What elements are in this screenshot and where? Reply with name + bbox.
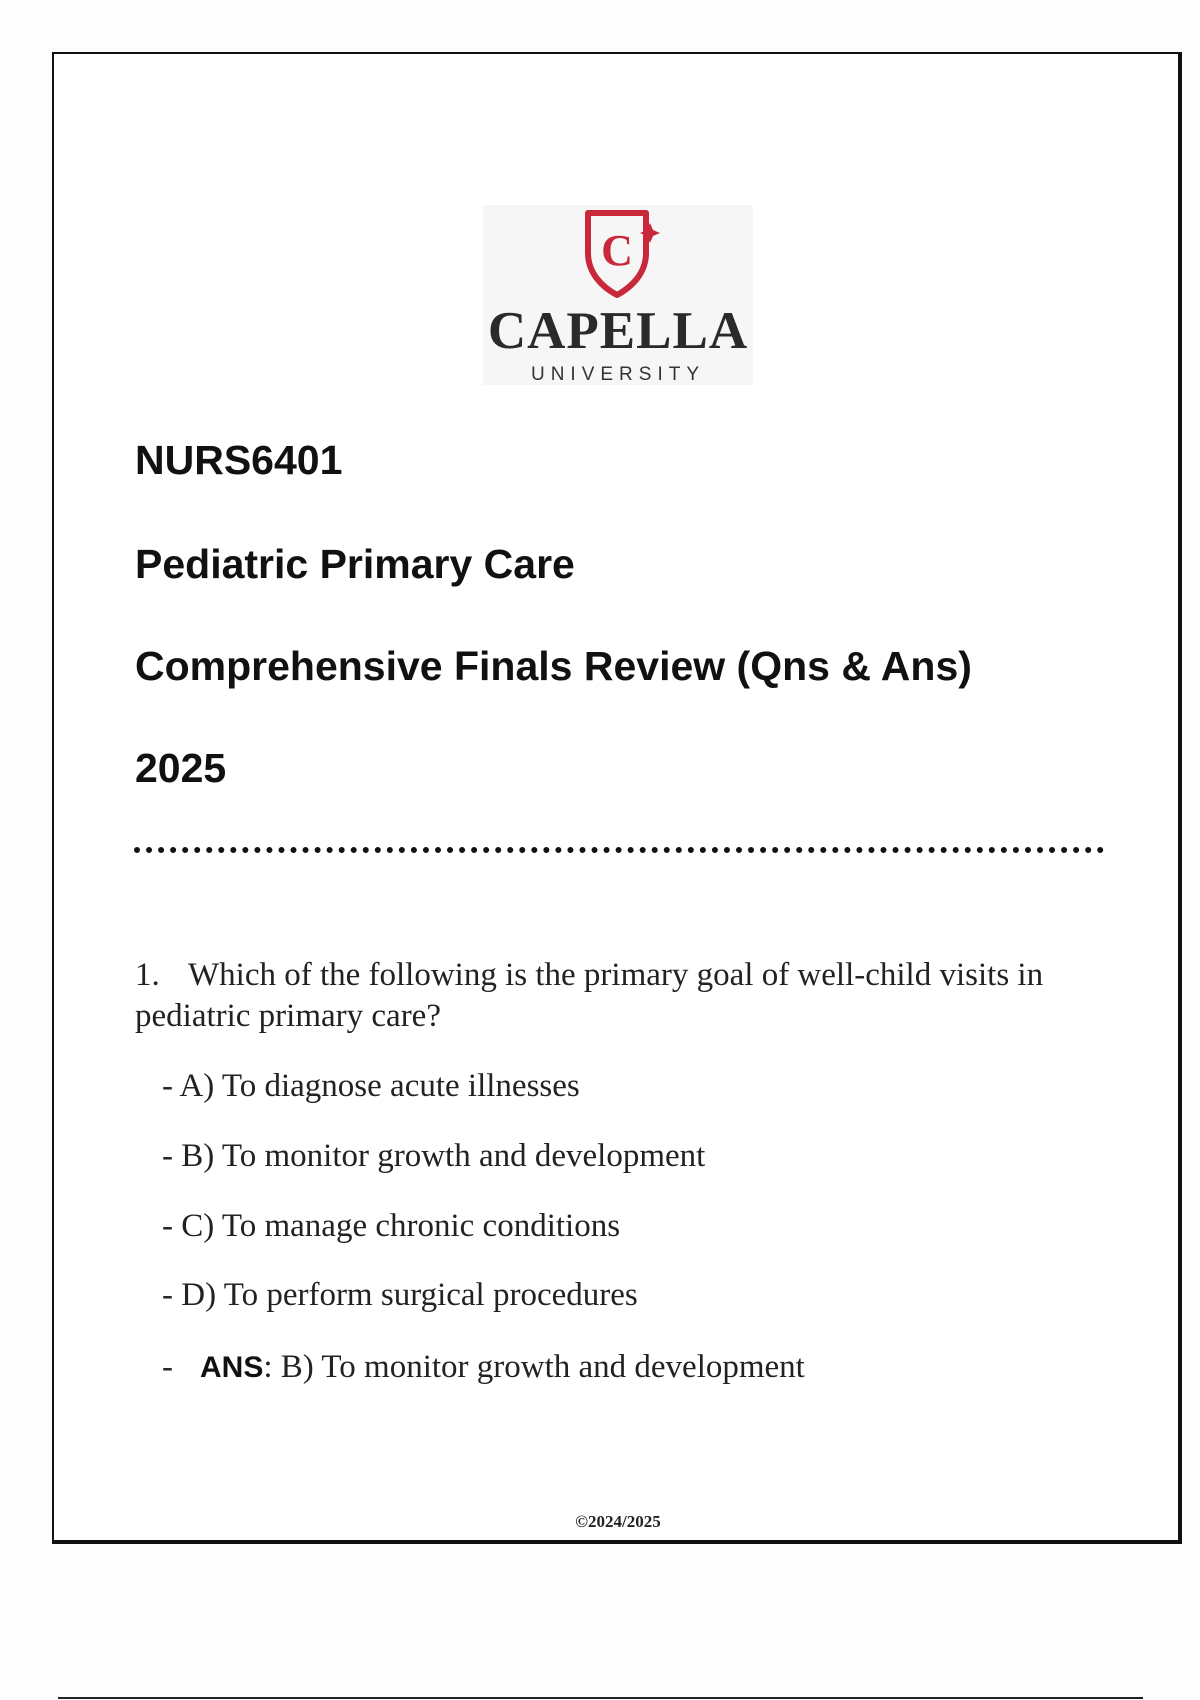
course-code: NURS6401	[135, 437, 343, 483]
option-a: - A) To diagnose acute illnesses	[162, 1068, 580, 1104]
question-1	[135, 955, 1105, 1037]
document-year: 2025	[135, 745, 227, 791]
logo-initial: C	[601, 226, 633, 275]
copyright-footer: ©2024/2025	[575, 1512, 661, 1531]
university-logo	[483, 205, 753, 385]
answer-dash: -	[162, 1349, 173, 1385]
logo-subtitle: UNIVERSITY	[530, 364, 706, 385]
option-c: - C) To manage chronic conditions	[162, 1208, 621, 1244]
answer-line	[162, 1351, 805, 1384]
dotted-divider	[134, 847, 1104, 853]
question-text: Which of the following is the primary goal of well-child visits in pediatric primary care?	[135, 957, 1044, 1034]
option-d: - D) To perform surgical procedures	[162, 1277, 638, 1313]
course-title: Pediatric Primary Care	[135, 541, 575, 587]
answer-text: : B) To monitor growth and development	[263, 1349, 805, 1385]
document-title: Comprehensive Finals Review (Qns & Ans)	[135, 643, 972, 689]
bottom-divider	[58, 1697, 1143, 1699]
shield-icon	[580, 209, 660, 299]
option-b: - B) To monitor growth and development	[162, 1138, 706, 1174]
question-number: 1.	[135, 957, 160, 993]
answer-label: ANS	[200, 1351, 264, 1384]
logo-wordmark: CAPELLA	[487, 302, 749, 360]
